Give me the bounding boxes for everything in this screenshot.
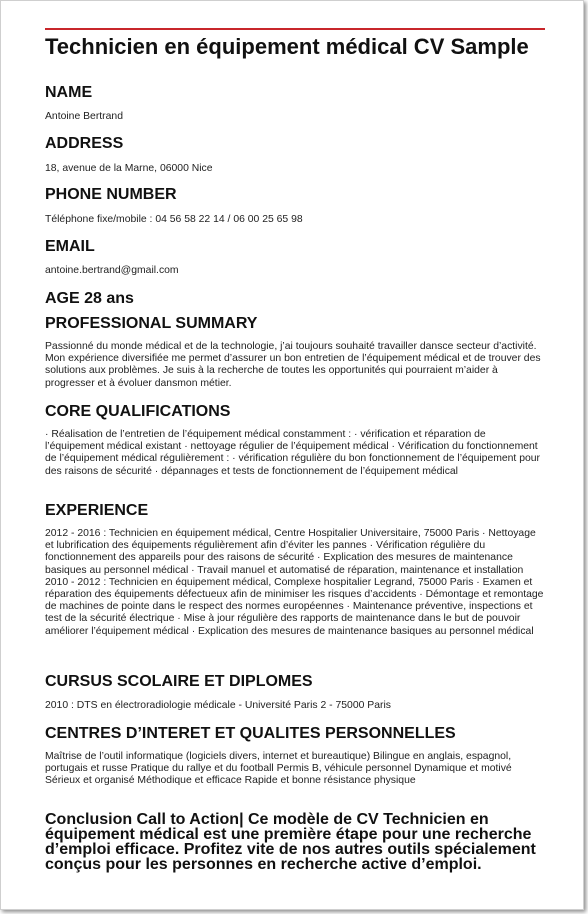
summary-heading: PROFESSIONAL SUMMARY bbox=[45, 315, 258, 332]
address-heading: ADDRESS bbox=[45, 135, 124, 152]
experience-heading: EXPERIENCE bbox=[45, 502, 149, 519]
top-accent-rule bbox=[45, 28, 545, 30]
name-heading: NAME bbox=[45, 84, 93, 101]
interests-text: Maîtrise de l’outil informatique (logiciels divers, internet et bureautique) Bilingue en anglais, espagnol, portugais et russe Pratique du rallye et du football Permis B, véhicule personnel Dynamique et motivé Sérieux et organisé Méthodique et efficace Rapide et bonne résistance physique bbox=[45, 751, 512, 787]
address-value: 18, avenue de la Marne, 06000 Nice bbox=[45, 163, 213, 174]
education-text: 2010 : DTS en électroradiologie médicale - Université Paris 2 - 75000 Paris bbox=[45, 700, 391, 711]
qualifications-heading: CORE QUALIFICATIONS bbox=[45, 403, 231, 420]
experience-text: 2012 - 2016 : Technicien en équipement médical, Centre Hospitalier Universitaire, 75000 Paris · Nettoyage et lubrification des équipements régulièrement afin d’éviter les pannes · Vérification régulière du fonctionnement des appareils pour des raisons de sécurité · Explication des mesures de maintenance basiques au personnel médical · Travail manuel et automatisé de réparation, maintenance et installation 2010 - 2012 : Technicien en équipement médical, Complexe hospitalier Legrand, 75000 Paris · Examen et réparation des équipements défectueux afin de minimiser les risques d’accidents · Démontage et remontage de machines de pointe dans le respect des normes européennes · Maintenance préventive, inspections et test de la sécurité électrique · Mise à jour régulière des rapports de maintenance dans le but de pouvoir améliorer l’équipement médical · Explication des mesures de maintenance basiques au personnel médical bbox=[45, 528, 544, 637]
interests-heading: CENTRES D’INTERET ET QUALITES PERSONNELLES bbox=[45, 725, 456, 742]
phone-heading: PHONE NUMBER bbox=[45, 186, 177, 203]
email-value: antoine.bertrand@gmail.com bbox=[45, 265, 179, 276]
name-value: Antoine Bertrand bbox=[45, 111, 123, 122]
email-heading: EMAIL bbox=[45, 238, 95, 255]
page-title: Technicien en équipement médical CV Sample bbox=[45, 34, 529, 59]
summary-text: Passionné du monde médical et de la technologie, j’ai toujours souhaité travailler dansce secteur d’activité. Mon expérience diversifiée me permet d’assurer un bon entretien de l’équipement médical et de trouver des solutions aux problèmes. Je suis à la recherche de toutes les opportunités qui pourraient m’aider à progresser et à évoluer dansmon métier. bbox=[45, 341, 541, 389]
phone-value: Téléphone fixe/mobile : 04 56 58 22 14 / 06 00 25 65 98 bbox=[45, 214, 303, 225]
qualifications-text: · Réalisation de l’entretien de l’équipement médical constamment : · vérification et réparation de l’équipement médical existant · nettoyage régulier de l’équipement médical · Vérification du fonctionnement de l’équipement médical régulièrement : · vérification régulière du bon fonctionnement de l’équipement pour des raisons de sécurité · dépannages et tests de fonctionnement de l’équipement médical bbox=[45, 429, 541, 477]
education-heading: CURSUS SCOLAIRE ET DIPLOMES bbox=[45, 673, 313, 690]
age-heading: AGE 28 ans bbox=[45, 290, 134, 307]
conclusion-call-to-action: Conclusion Call to Action| Ce modèle de CV Technicien en équipement médical est une première étape pour une recherche d’emploi efficace. Profitez vite de nos autres outils spécialement conçus pour les personnes en recherche active d’emploi. bbox=[45, 811, 536, 873]
